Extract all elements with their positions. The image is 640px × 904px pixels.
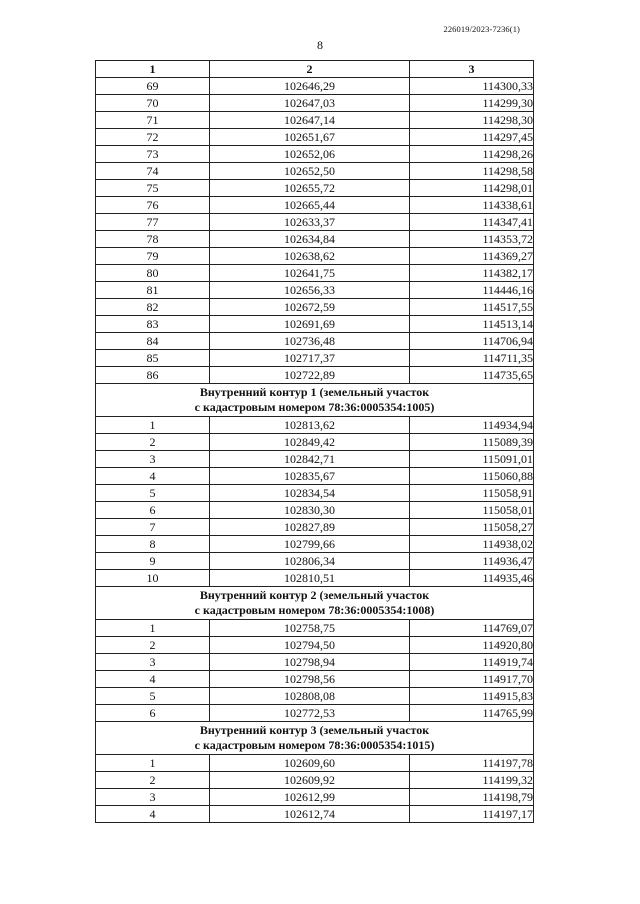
x-coordinate-cell: 102634,84 <box>210 231 410 248</box>
y-coordinate-cell: 114769,07 <box>410 620 534 637</box>
x-coordinate-cell: 102656,33 <box>210 282 410 299</box>
x-coordinate-cell: 102672,59 <box>210 299 410 316</box>
table-row <box>96 78 534 95</box>
y-coordinate-cell: 114353,72 <box>410 231 534 248</box>
table-row <box>96 180 534 197</box>
y-coordinate-cell: 114347,41 <box>410 214 534 231</box>
y-coordinate-cell: 114765,99 <box>410 705 534 722</box>
point-number-cell: 69 <box>96 78 210 95</box>
point-number-cell: 72 <box>96 129 210 146</box>
section-heading-row <box>96 722 534 755</box>
table-body <box>96 78 534 823</box>
x-coordinate-cell: 102641,75 <box>210 265 410 282</box>
x-coordinate-cell: 102651,67 <box>210 129 410 146</box>
table-row <box>96 485 534 502</box>
y-coordinate-cell: 114199,32 <box>410 772 534 789</box>
section-heading-line: с кадастровым номером 78:36:0005354:1005) <box>194 400 435 414</box>
x-coordinate-cell: 102722,89 <box>210 367 410 384</box>
table-row <box>96 688 534 705</box>
y-coordinate-cell: 114298,58 <box>410 163 534 180</box>
table-row <box>96 299 534 316</box>
y-coordinate-cell: 115058,01 <box>410 502 534 519</box>
table-row <box>96 705 534 722</box>
table-row <box>96 553 534 570</box>
y-coordinate-cell: 114706,94 <box>410 333 534 350</box>
table-row <box>96 434 534 451</box>
x-coordinate-cell: 102665,44 <box>210 197 410 214</box>
x-coordinate-cell: 102609,60 <box>210 755 410 772</box>
x-coordinate-cell: 102736,48 <box>210 333 410 350</box>
x-coordinate-cell: 102813,62 <box>210 417 410 434</box>
table-row <box>96 248 534 265</box>
table-row <box>96 502 534 519</box>
x-coordinate-cell: 102849,42 <box>210 434 410 451</box>
y-coordinate-cell: 115089,39 <box>410 434 534 451</box>
point-number-cell: 2 <box>96 772 210 789</box>
point-number-cell: 4 <box>96 468 210 485</box>
point-number-cell: 86 <box>96 367 210 384</box>
x-coordinate-cell: 102806,34 <box>210 553 410 570</box>
x-coordinate-cell: 102652,50 <box>210 163 410 180</box>
table-row <box>96 451 534 468</box>
y-coordinate-cell: 115091,01 <box>410 451 534 468</box>
column-header-y: 3 <box>410 61 534 78</box>
point-number-cell: 10 <box>96 570 210 587</box>
point-number-cell: 6 <box>96 502 210 519</box>
point-number-cell: 71 <box>96 112 210 129</box>
point-number-cell: 70 <box>96 95 210 112</box>
x-coordinate-cell: 102655,72 <box>210 180 410 197</box>
point-number-cell: 77 <box>96 214 210 231</box>
y-coordinate-cell: 114197,78 <box>410 755 534 772</box>
point-number-cell: 6 <box>96 705 210 722</box>
x-coordinate-cell: 102798,94 <box>210 654 410 671</box>
section-heading-line: Внутренний контур 1 (земельный участок <box>199 385 430 399</box>
section-heading-line: Внутренний контур 2 (земельный участок <box>199 588 430 602</box>
table-row <box>96 282 534 299</box>
section-heading-line: с кадастровым номером 78:36:0005354:1015) <box>194 738 435 752</box>
point-number-cell: 76 <box>96 197 210 214</box>
point-number-cell: 7 <box>96 519 210 536</box>
y-coordinate-cell: 114517,55 <box>410 299 534 316</box>
point-number-cell: 9 <box>96 553 210 570</box>
point-number-cell: 5 <box>96 688 210 705</box>
table-row <box>96 654 534 671</box>
coordinates-table <box>95 60 534 823</box>
page-number: 8 <box>317 38 323 52</box>
table-row <box>96 570 534 587</box>
y-coordinate-cell: 114338,61 <box>410 197 534 214</box>
y-coordinate-cell: 114920,80 <box>410 637 534 654</box>
y-coordinate-cell: 115058,91 <box>410 485 534 502</box>
point-number-cell: 2 <box>96 637 210 654</box>
column-header-x: 2 <box>210 61 410 78</box>
table-row <box>96 789 534 806</box>
y-coordinate-cell: 114299,30 <box>410 95 534 112</box>
point-number-cell: 1 <box>96 620 210 637</box>
point-number-cell: 79 <box>96 248 210 265</box>
point-number-cell: 3 <box>96 654 210 671</box>
x-coordinate-cell: 102772,53 <box>210 705 410 722</box>
section-heading-line: с кадастровым номером 78:36:0005354:1008) <box>194 603 435 617</box>
section-heading <box>96 722 534 755</box>
x-coordinate-cell: 102633,37 <box>210 214 410 231</box>
table-row <box>96 333 534 350</box>
table-row <box>96 146 534 163</box>
table-row <box>96 231 534 248</box>
y-coordinate-cell: 114938,02 <box>410 536 534 553</box>
table-row <box>96 367 534 384</box>
y-coordinate-cell: 114917,70 <box>410 671 534 688</box>
x-coordinate-cell: 102647,14 <box>210 112 410 129</box>
y-coordinate-cell: 114446,16 <box>410 282 534 299</box>
table-row <box>96 95 534 112</box>
y-coordinate-cell: 114298,26 <box>410 146 534 163</box>
x-coordinate-cell: 102827,89 <box>210 519 410 536</box>
point-number-cell: 82 <box>96 299 210 316</box>
y-coordinate-cell: 114735,65 <box>410 367 534 384</box>
y-coordinate-cell: 115060,88 <box>410 468 534 485</box>
y-coordinate-cell: 114919,74 <box>410 654 534 671</box>
table-row <box>96 468 534 485</box>
table-row <box>96 417 534 434</box>
point-number-cell: 1 <box>96 417 210 434</box>
y-coordinate-cell: 114197,17 <box>410 806 534 823</box>
y-coordinate-cell: 114711,35 <box>410 350 534 367</box>
document-id: 226019/2023-7236(1) <box>443 24 520 34</box>
table-row <box>96 163 534 180</box>
point-number-cell: 2 <box>96 434 210 451</box>
table-row <box>96 536 534 553</box>
x-coordinate-cell: 102652,06 <box>210 146 410 163</box>
section-heading <box>96 384 534 417</box>
point-number-cell: 84 <box>96 333 210 350</box>
x-coordinate-cell: 102834,54 <box>210 485 410 502</box>
table-row <box>96 112 534 129</box>
x-coordinate-cell: 102842,71 <box>210 451 410 468</box>
table-row <box>96 806 534 823</box>
point-number-cell: 1 <box>96 755 210 772</box>
x-coordinate-cell: 102799,66 <box>210 536 410 553</box>
table-row <box>96 350 534 367</box>
point-number-cell: 73 <box>96 146 210 163</box>
y-coordinate-cell: 114198,79 <box>410 789 534 806</box>
point-number-cell: 3 <box>96 789 210 806</box>
section-heading-line: Внутренний контур 3 (земельный участок <box>199 723 430 737</box>
x-coordinate-cell: 102835,67 <box>210 468 410 485</box>
section-heading-row <box>96 587 534 620</box>
table-row <box>96 755 534 772</box>
section-heading-row <box>96 384 534 417</box>
table-row <box>96 519 534 536</box>
point-number-cell: 8 <box>96 536 210 553</box>
table-row <box>96 197 534 214</box>
x-coordinate-cell: 102647,03 <box>210 95 410 112</box>
x-coordinate-cell: 102638,62 <box>210 248 410 265</box>
point-number-cell: 5 <box>96 485 210 502</box>
y-coordinate-cell: 114513,14 <box>410 316 534 333</box>
table-header <box>96 61 534 78</box>
x-coordinate-cell: 102717,37 <box>210 350 410 367</box>
x-coordinate-cell: 102810,51 <box>210 570 410 587</box>
table-row <box>96 316 534 333</box>
table-row <box>96 637 534 654</box>
x-coordinate-cell: 102609,92 <box>210 772 410 789</box>
x-coordinate-cell: 102798,56 <box>210 671 410 688</box>
y-coordinate-cell: 114936,47 <box>410 553 534 570</box>
table-row <box>96 214 534 231</box>
table-row <box>96 265 534 282</box>
x-coordinate-cell: 102758,75 <box>210 620 410 637</box>
x-coordinate-cell: 102612,74 <box>210 806 410 823</box>
column-header-point-number: 1 <box>96 61 210 78</box>
y-coordinate-cell: 114915,83 <box>410 688 534 705</box>
point-number-cell: 3 <box>96 451 210 468</box>
point-number-cell: 85 <box>96 350 210 367</box>
y-coordinate-cell: 114297,45 <box>410 129 534 146</box>
y-coordinate-cell: 114300,33 <box>410 78 534 95</box>
point-number-cell: 78 <box>96 231 210 248</box>
table-row <box>96 671 534 688</box>
point-number-cell: 81 <box>96 282 210 299</box>
y-coordinate-cell: 114369,27 <box>410 248 534 265</box>
point-number-cell: 4 <box>96 806 210 823</box>
point-number-cell: 4 <box>96 671 210 688</box>
y-coordinate-cell: 114935,46 <box>410 570 534 587</box>
x-coordinate-cell: 102646,29 <box>210 78 410 95</box>
table-row <box>96 129 534 146</box>
y-coordinate-cell: 115058,27 <box>410 519 534 536</box>
section-heading <box>96 587 534 620</box>
x-coordinate-cell: 102794,50 <box>210 637 410 654</box>
table-row <box>96 620 534 637</box>
point-number-cell: 75 <box>96 180 210 197</box>
y-coordinate-cell: 114382,17 <box>410 265 534 282</box>
y-coordinate-cell: 114934,94 <box>410 417 534 434</box>
table-row <box>96 772 534 789</box>
x-coordinate-cell: 102612,99 <box>210 789 410 806</box>
x-coordinate-cell: 102830,30 <box>210 502 410 519</box>
y-coordinate-cell: 114298,01 <box>410 180 534 197</box>
header-row <box>96 61 534 78</box>
point-number-cell: 83 <box>96 316 210 333</box>
x-coordinate-cell: 102691,69 <box>210 316 410 333</box>
y-coordinate-cell: 114298,30 <box>410 112 534 129</box>
x-coordinate-cell: 102808,08 <box>210 688 410 705</box>
point-number-cell: 80 <box>96 265 210 282</box>
point-number-cell: 74 <box>96 163 210 180</box>
